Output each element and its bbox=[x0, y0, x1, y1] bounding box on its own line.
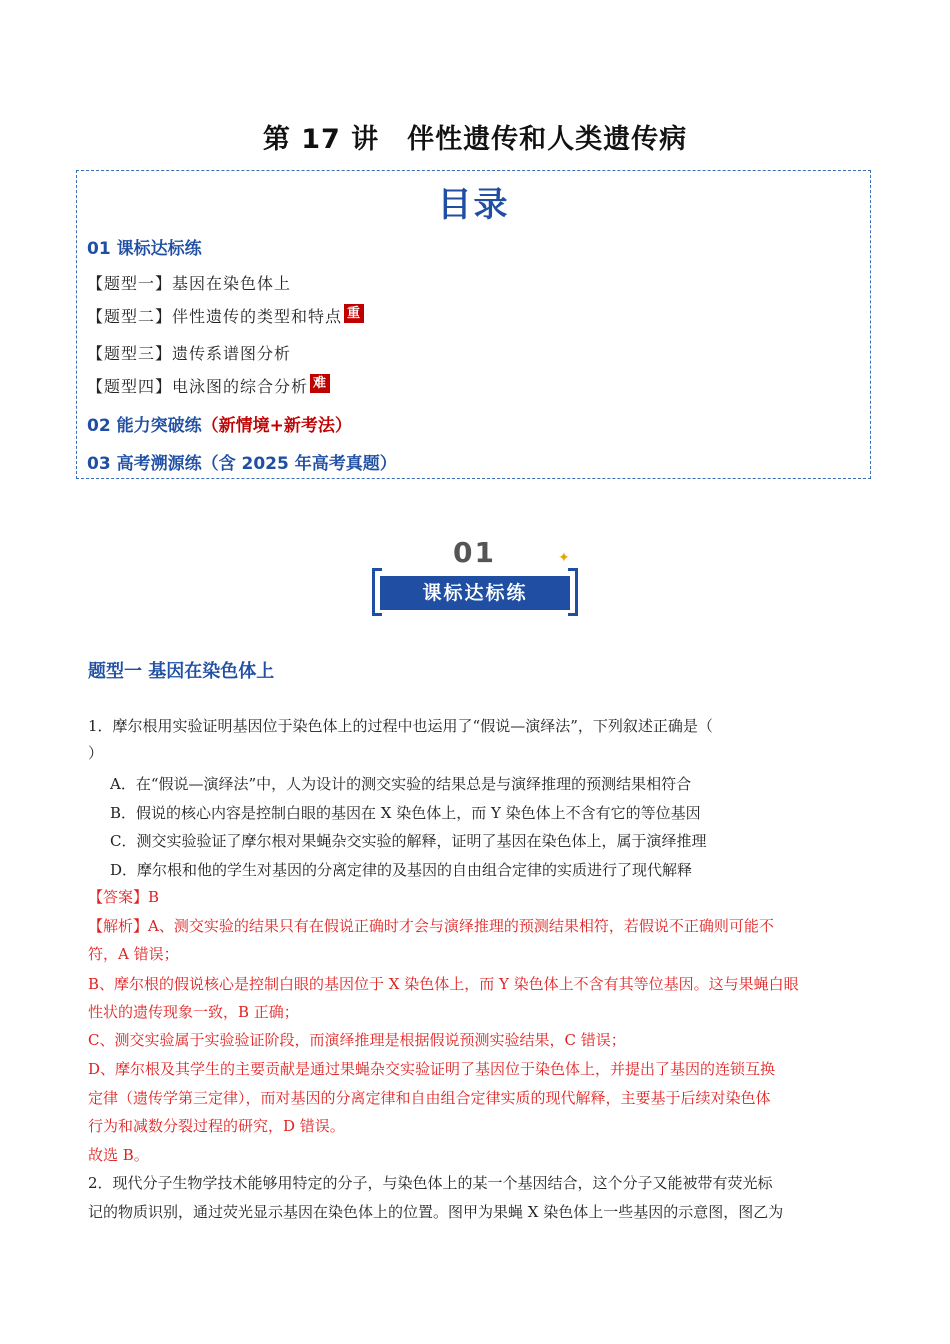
analysis-d-line1: D、摩尔根及其学生的主要贡献是通过果蝇杂交实验证明了基因位于染色体上，并提出了基因的连锁互换 bbox=[88, 1060, 776, 1078]
hard-badge: 难 bbox=[310, 374, 330, 393]
question-2-line1: 2．现代分子生物学技术能够用特定的分子，与染色体上的某一个基因结合，这个分子又能被带有荧光标 bbox=[88, 1174, 773, 1192]
analysis-b-line1: B、摩尔根的假说核心是控制白眼的基因位于 X 染色体上，而 Y 染色体上不含有其等位基因。这与果蝇白眼 bbox=[88, 975, 799, 993]
toc-section-1[interactable]: 01 课标达标练 bbox=[87, 239, 202, 259]
toc-item-2[interactable]: 【题型二】伴性遗传的类型和特点 重 bbox=[87, 304, 364, 327]
conclusion: 故选 B。 bbox=[88, 1146, 149, 1164]
key-badge: 重 bbox=[344, 304, 364, 323]
answer: 【答案】B bbox=[88, 888, 160, 906]
section-banner bbox=[372, 536, 582, 616]
toc-item-1[interactable]: 【题型一】基因在染色体上 bbox=[87, 274, 292, 293]
toc-section-2[interactable]: 02 能力突破练（新情境+新考法） bbox=[87, 416, 352, 436]
banner-number: 01 bbox=[453, 536, 496, 569]
toc-section-3[interactable]: 03 高考溯源练（含 2025 年高考真题） bbox=[87, 454, 397, 474]
analysis-d-line3: 行为和减数分裂过程的研究，D 错误。 bbox=[88, 1117, 345, 1135]
option-d: D．摩尔根和他的学生对基因的分离定律的及基因的自由组合定律的实质进行了现代解释 bbox=[110, 861, 693, 879]
analysis-b-line2: 性状的遗传现象一致，B 正确； bbox=[88, 1003, 299, 1021]
question-2-line2: 记的物质识别，通过荧光显示基因在染色体上的位置。图甲为果蝇 X 染色体上一些基因的示意图，图乙为 bbox=[88, 1203, 784, 1221]
question-1-stem-end: ） bbox=[88, 744, 104, 762]
page-title: 第 17 讲 伴性遗传和人类遗传病 bbox=[262, 124, 688, 155]
analysis-a-line2: 符，A 错误； bbox=[88, 945, 179, 963]
analysis-c: C、测交实验属于实验验证阶段，而演绎推理是根据假说预测实验结果，C 错误； bbox=[88, 1031, 626, 1049]
toc-item-3[interactable]: 【题型三】遗传系谱图分析 bbox=[87, 344, 292, 363]
analysis-a-line1: 【解析】A、测交实验的结果只有在假说正确时才会与演绎推理的预测结果相符，若假说不正确则可能不 bbox=[88, 917, 774, 935]
option-c: C．测交实验验证了摩尔根对果蝇杂交实验的解释，证明了基因在染色体上，属于演绎推理 bbox=[110, 832, 707, 850]
sparkle-icon: ✦ bbox=[558, 550, 570, 566]
analysis-d-line2: 定律（遗传学第三定律），而对基因的分离定律和自由组合定律实质的现代解释，主要基于后续对染色体 bbox=[88, 1089, 771, 1107]
toc-heading: 目录 bbox=[437, 185, 510, 225]
option-b: B．假说的核心内容是控制白眼的基因在 X 染色体上，而 Y 染色体上不含有它的等位基因 bbox=[110, 804, 701, 822]
toc-item-4[interactable]: 【题型四】电泳图的综合分析 难 bbox=[87, 374, 330, 397]
option-a: A．在“假说—演绎法”中，人为设计的测交实验的结果总是与演绎推理的预测结果相符合 bbox=[110, 775, 692, 793]
question-1-stem: 1．摩尔根用实验证明基因位于染色体上的过程中也运用了“假说—演绎法”，下列叙述正确是（ bbox=[88, 717, 713, 735]
table-of-contents bbox=[76, 170, 871, 479]
banner-label: 课标达标练 bbox=[380, 576, 570, 610]
section-title: 题型一 基因在染色体上 bbox=[88, 661, 275, 682]
